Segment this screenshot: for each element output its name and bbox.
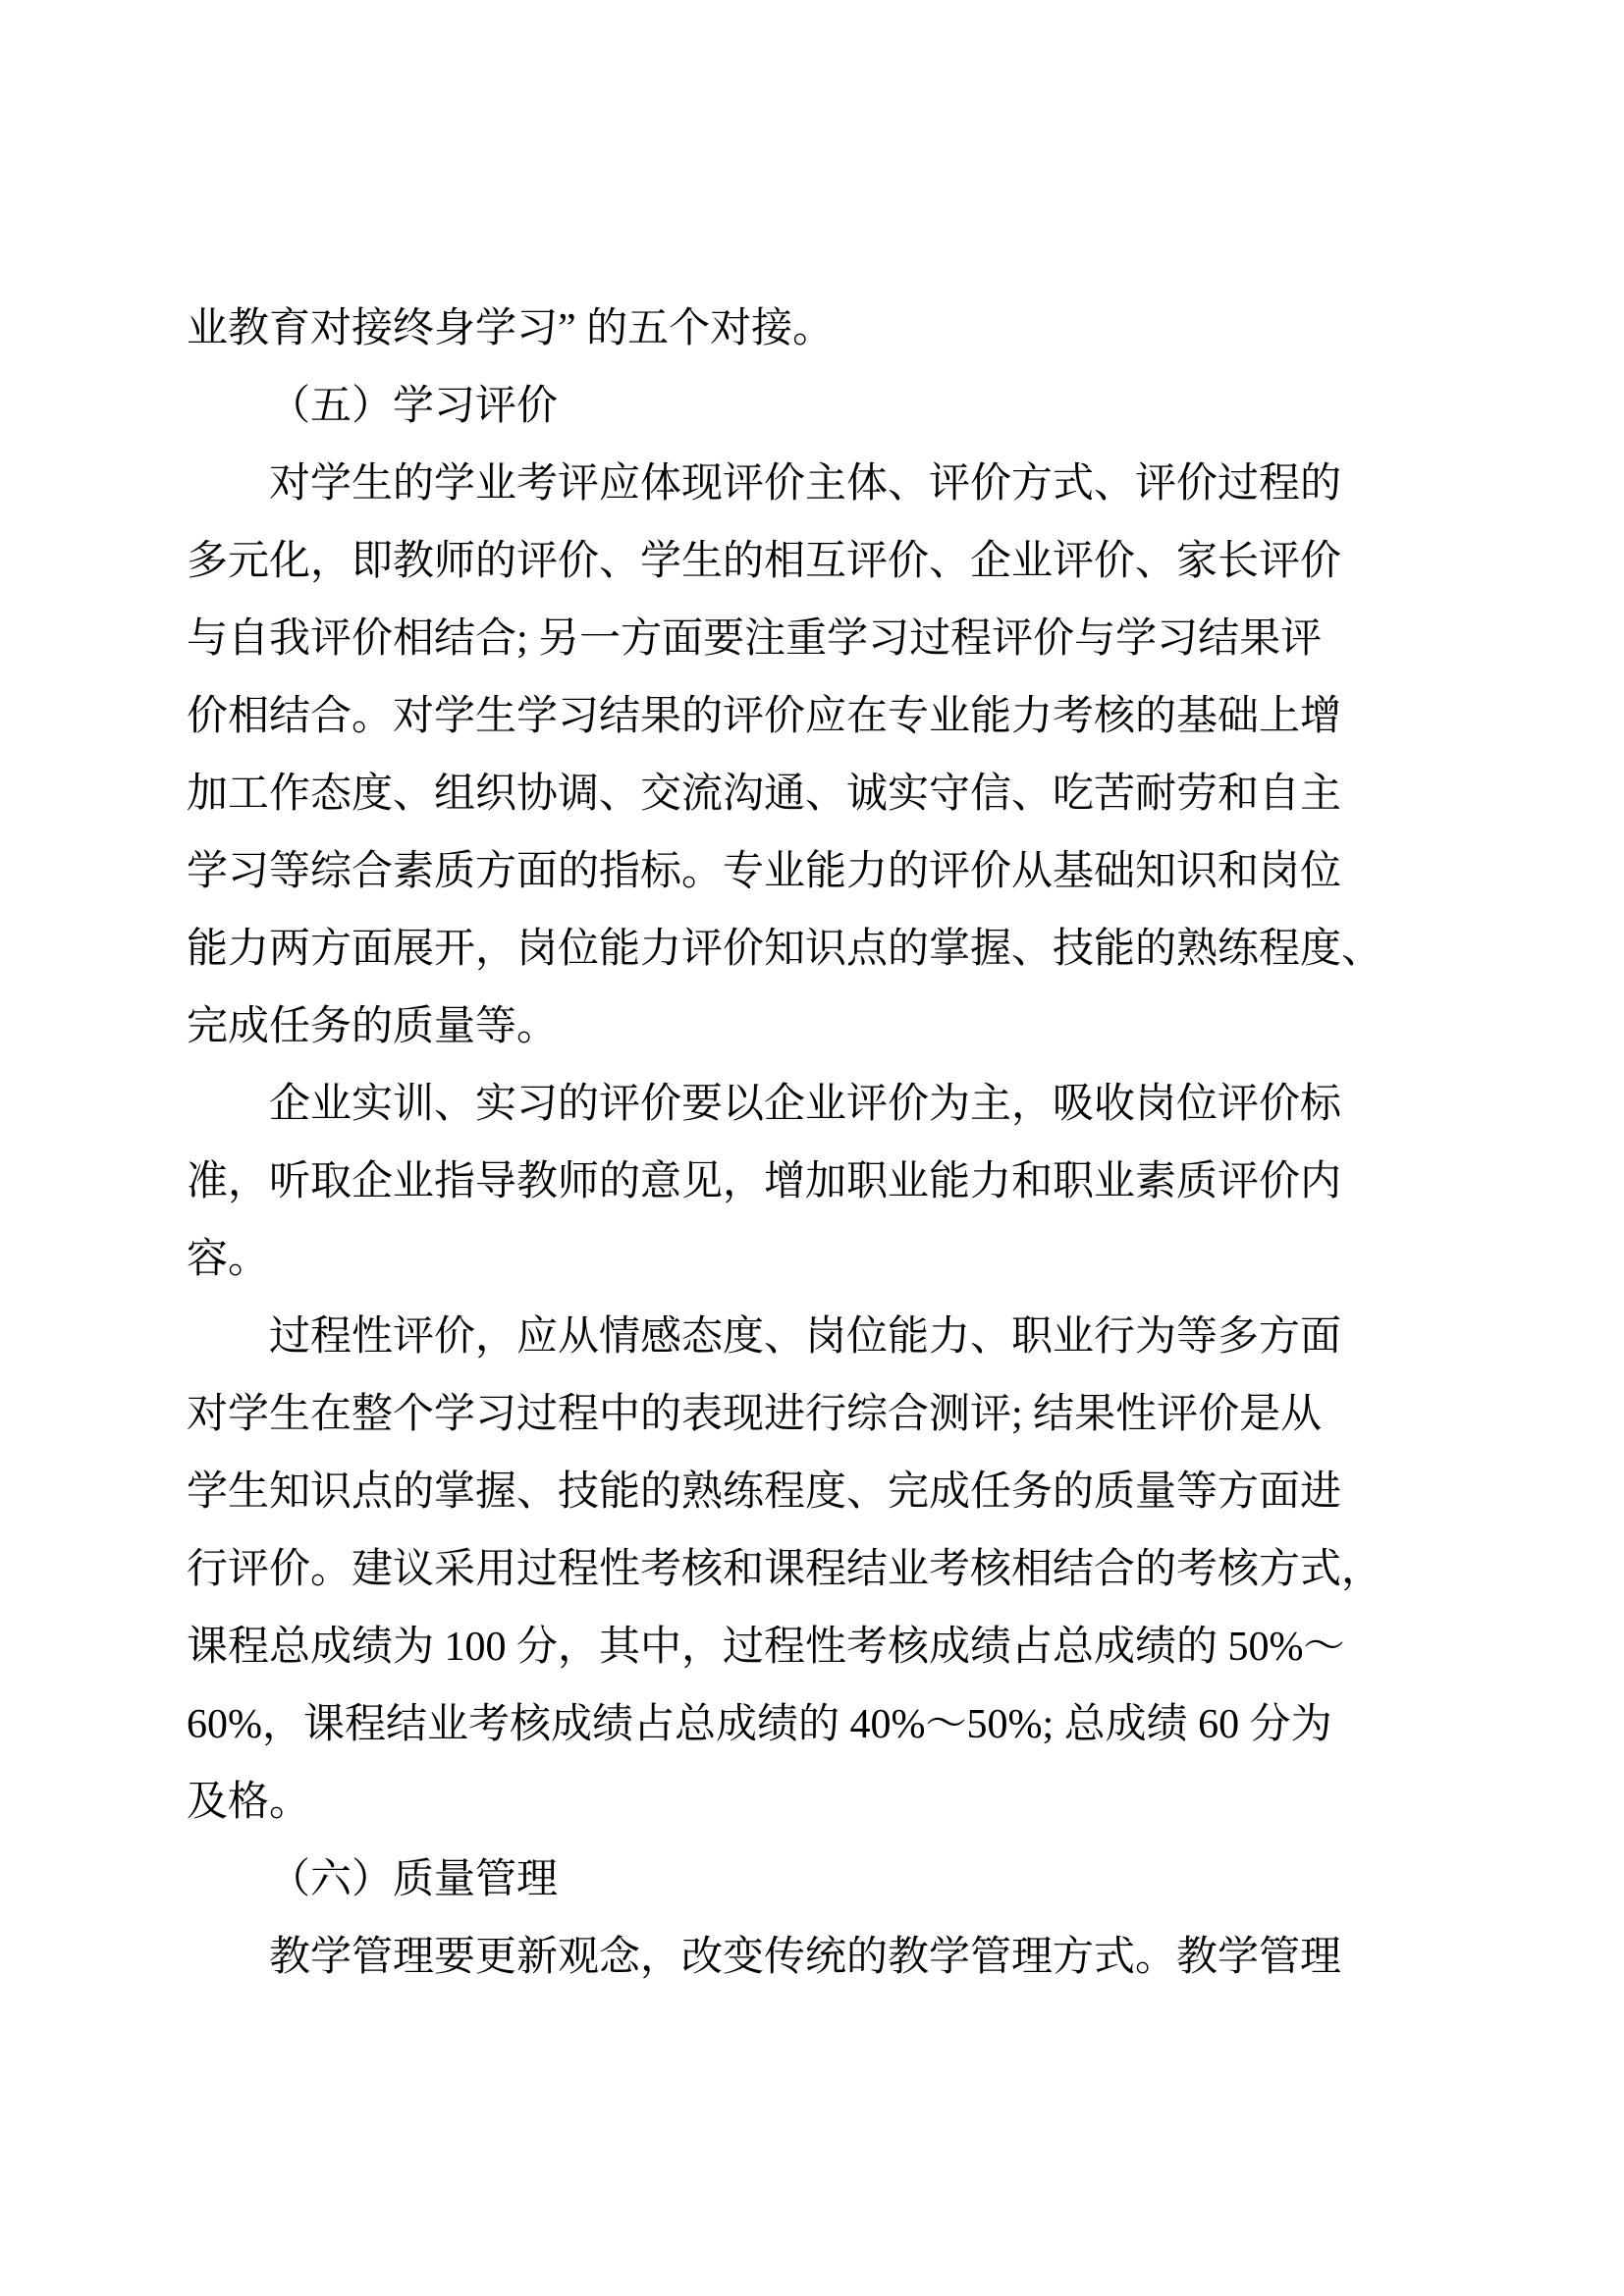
text-line: 行评价。建议采用过程性考核和课程结业考核相结合的考核方式， — [187, 1547, 1383, 1592]
text-line: 能力两方面展开，岗位能力评价知识点的掌握、技能的熟练程度、 — [187, 927, 1383, 972]
text-line: 对学生在整个学习过程中的表现进行综合测评; 结果性评价是从 — [187, 1392, 1323, 1437]
text-line: 对学生的学业考评应体现评价主体、评价方式、评价过程的 — [269, 461, 1342, 507]
text-line: 企业实训、实习的评价要以企业评价为主，吸收岗位评价标 — [269, 1082, 1342, 1127]
text-line: 学生知识点的掌握、技能的熟练程度、完成任务的质量等方面进 — [187, 1469, 1342, 1515]
text-line: 完成任务的质量等。 — [187, 1004, 559, 1049]
text-line: 与自我评价相结合; 另一方面要注重学习过程评价与学习结果评 — [187, 616, 1323, 662]
text-line: 过程性评价，应从情感态度、岗位能力、职业行为等多方面 — [269, 1314, 1342, 1360]
text-line: （六）质量管理 — [269, 1857, 559, 1902]
text-line: 及格。 — [187, 1780, 311, 1825]
text-line: 60%，课程结业考核成绩占总成绩的 40%～50%; 总成绩 60 分为 — [187, 1702, 1332, 1747]
text-line: 容。 — [187, 1237, 270, 1282]
text-line: 业教育对接终身学习” 的五个对接。 — [187, 306, 835, 351]
text-line: 教学管理要更新观念，改变传统的教学管理方式。教学管理 — [269, 1935, 1342, 1980]
text-line: 多元化，即教师的评价、学生的相互评价、企业评价、家长评价 — [187, 539, 1342, 584]
text-block — [187, 291, 1383, 1997]
text-line: 价相结合。对学生学习结果的评价应在专业能力考核的基础上增 — [187, 694, 1342, 739]
text-line: 准，听取企业指导教师的意见，增加职业能力和职业素质评价内 — [187, 1159, 1342, 1204]
text-line: （五）学习评价 — [269, 384, 559, 429]
text-line: 学习等综合素质方面的指标。专业能力的评价从基础知识和岗位 — [187, 849, 1342, 894]
text-line: 课程总成绩为 100 分，其中，过程性考核成绩占总成绩的 50%～ — [187, 1625, 1345, 1670]
text-line: 加工作态度、组织协调、交流沟通、诚实守信、吃苦耐劳和自主 — [187, 772, 1342, 817]
